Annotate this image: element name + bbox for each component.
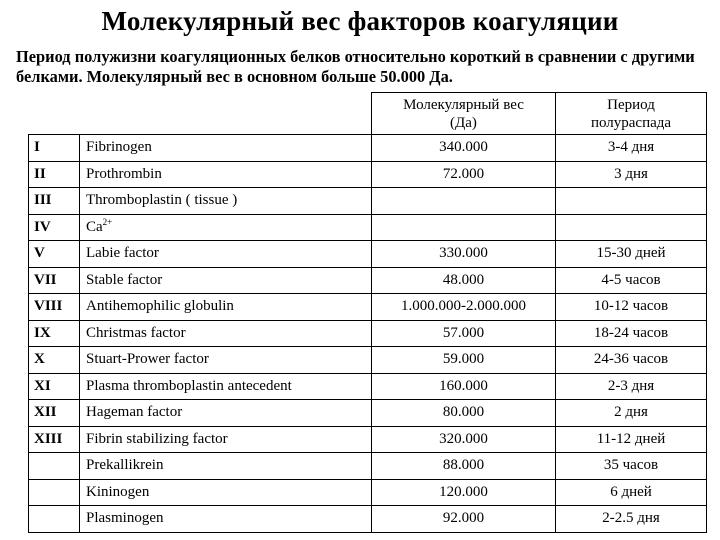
- molecular-weight-value: 340.000: [372, 135, 556, 162]
- half-life-value: 2-3 дня: [556, 373, 707, 400]
- half-life-value: [556, 188, 707, 215]
- molecular-weight-value: 1.000.000-2.000.000: [372, 294, 556, 321]
- table-row: [29, 320, 707, 347]
- half-life-value: 2 дня: [556, 400, 707, 427]
- factor-name-cell: [80, 373, 372, 400]
- table-header-row: [29, 93, 707, 135]
- factor-name: Fibrin stabilizing factor: [86, 430, 228, 447]
- factor-name: Plasma thromboplastin antecedent: [86, 377, 292, 394]
- intro-paragraph: Период полужизни коагуляционных белков относительно короткий в сравнении с другими белками. Молекулярный вес в основном больше 50.000 Да.: [16, 47, 695, 86]
- factor-number: XI: [29, 373, 80, 400]
- factor-name-cell: [80, 320, 372, 347]
- factor-name: Prekallikrein: [86, 457, 164, 474]
- factor-name-cell: [80, 267, 372, 294]
- molecular-weight-value: 330.000: [372, 241, 556, 268]
- molecular-weight-value: 160.000: [372, 373, 556, 400]
- table-row: [29, 214, 707, 241]
- factor-number: [29, 453, 80, 480]
- table-row: [29, 241, 707, 268]
- half-life-value: 18-24 часов: [556, 320, 707, 347]
- factor-name-superscript: 2+: [102, 216, 113, 227]
- molecular-weight-value: 48.000: [372, 267, 556, 294]
- factor-number: IX: [29, 320, 80, 347]
- factor-name: Christmas factor: [86, 324, 186, 341]
- half-life-value: [556, 214, 707, 241]
- factor-name: Plasminogen: [86, 510, 164, 527]
- header-blank-cell: [29, 93, 372, 135]
- table-row: [29, 347, 707, 374]
- table-row: [29, 400, 707, 427]
- molecular-weight-value: 72.000: [372, 161, 556, 188]
- half-life-value: 15-30 дней: [556, 241, 707, 268]
- header-mw-line1: Молекулярный вес: [403, 96, 524, 113]
- table-row: [29, 426, 707, 453]
- header-half-line1: Период: [607, 96, 655, 113]
- half-life-value: 10-12 часов: [556, 294, 707, 321]
- molecular-weight-value: 320.000: [372, 426, 556, 453]
- header-half-life: [556, 93, 707, 135]
- factor-name-cell: [80, 188, 372, 215]
- coagulation-factors-table: [28, 92, 707, 533]
- half-life-value: 24-36 часов: [556, 347, 707, 374]
- factor-name-cell: [80, 506, 372, 533]
- factor-number: I: [29, 135, 80, 162]
- half-life-value: 6 дней: [556, 479, 707, 506]
- half-life-value: 4-5 часов: [556, 267, 707, 294]
- table-row: [29, 506, 707, 533]
- table-row: [29, 294, 707, 321]
- factor-name: Ca: [86, 218, 103, 235]
- factor-number: XII: [29, 400, 80, 427]
- header-molecular-weight: [372, 93, 556, 135]
- header-half-line2: полураспада: [590, 114, 672, 131]
- factor-name: Stuart-Prower factor: [86, 351, 209, 368]
- factor-name-cell: [80, 135, 372, 162]
- factor-name: Hageman factor: [86, 404, 183, 421]
- factor-number: IV: [29, 214, 80, 241]
- factor-name: Thromboplastin ( tissue ): [86, 192, 238, 209]
- factor-number: [29, 479, 80, 506]
- factor-name: Stable factor: [86, 271, 163, 288]
- factor-number: XIII: [29, 426, 80, 453]
- factor-name-cell: [80, 214, 372, 241]
- molecular-weight-value: 92.000: [372, 506, 556, 533]
- molecular-weight-value: [372, 214, 556, 241]
- header-mw-line2: (Да): [450, 114, 477, 131]
- table-row: [29, 161, 707, 188]
- factor-name-cell: [80, 400, 372, 427]
- factor-number: VII: [29, 267, 80, 294]
- factor-name-cell: [80, 453, 372, 480]
- factor-name: Labie factor: [86, 245, 159, 262]
- factor-number: III: [29, 188, 80, 215]
- factor-name: Fibrinogen: [86, 139, 152, 156]
- factor-name: Prothrombin: [86, 165, 162, 182]
- table-row: [29, 453, 707, 480]
- half-life-value: 2-2.5 дня: [556, 506, 707, 533]
- half-life-value: 35 часов: [556, 453, 707, 480]
- molecular-weight-value: [372, 188, 556, 215]
- half-life-value: 3 дня: [556, 161, 707, 188]
- factor-name: Kininogen: [86, 483, 150, 500]
- factor-number: X: [29, 347, 80, 374]
- factor-number: VIII: [29, 294, 80, 321]
- table-row: [29, 479, 707, 506]
- factor-number: V: [29, 241, 80, 268]
- factor-name-cell: [80, 479, 372, 506]
- factor-name-cell: [80, 241, 372, 268]
- half-life-value: 3-4 дня: [556, 135, 707, 162]
- factor-number: [29, 506, 80, 533]
- molecular-weight-value: 88.000: [372, 453, 556, 480]
- factor-name-cell: [80, 294, 372, 321]
- table-row: [29, 188, 707, 215]
- factor-name: Antihemophilic globulin: [86, 298, 234, 315]
- table-row: [29, 135, 707, 162]
- molecular-weight-value: 57.000: [372, 320, 556, 347]
- table-row: [29, 373, 707, 400]
- factor-name-cell: [80, 426, 372, 453]
- factor-name-cell: [80, 161, 372, 188]
- molecular-weight-value: 59.000: [372, 347, 556, 374]
- molecular-weight-value: 120.000: [372, 479, 556, 506]
- factor-number: II: [29, 161, 80, 188]
- table-row: [29, 267, 707, 294]
- molecular-weight-value: 80.000: [372, 400, 556, 427]
- factor-name-cell: [80, 347, 372, 374]
- half-life-value: 11-12 дней: [556, 426, 707, 453]
- page-title: Молекулярный вес факторов коагуляции: [101, 6, 619, 36]
